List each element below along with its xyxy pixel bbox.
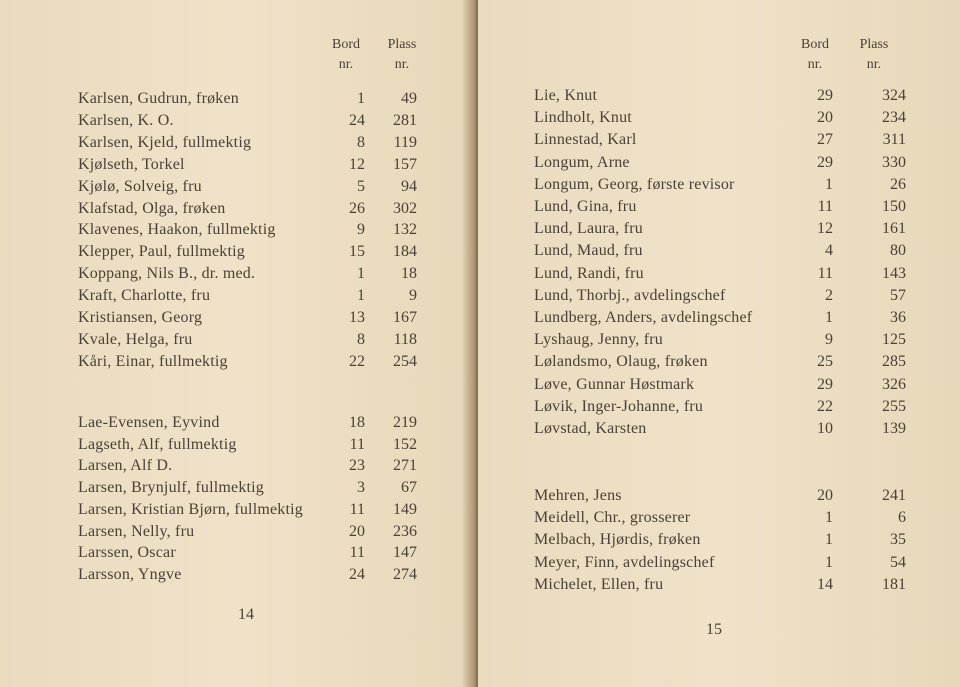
plass-number: 330 bbox=[882, 153, 906, 171]
bord-number: 12 bbox=[349, 155, 365, 173]
list-item bbox=[534, 196, 914, 218]
entry-name: Klepper, Paul, fullmektig bbox=[78, 243, 245, 261]
plass-number: 254 bbox=[393, 352, 417, 370]
list-item bbox=[534, 218, 914, 240]
list-item bbox=[534, 240, 914, 262]
plass-header-nr: nr. bbox=[394, 57, 410, 72]
bord-number: 27 bbox=[817, 131, 833, 149]
left-page bbox=[0, 0, 472, 687]
list-item bbox=[78, 263, 428, 285]
plass-number: 94 bbox=[401, 177, 417, 195]
entry-name: Kristiansen, Georg bbox=[78, 309, 203, 326]
list-item bbox=[534, 152, 914, 174]
list-item bbox=[78, 351, 428, 373]
entry-name: Kjølø, Solveig, fru bbox=[78, 177, 202, 195]
plass-number: 57 bbox=[890, 286, 906, 304]
bord-number: 1 bbox=[825, 509, 833, 527]
bord-number: 20 bbox=[817, 487, 833, 504]
entry-name: Lund, Randi, fru bbox=[534, 264, 644, 282]
bord-number: 24 bbox=[349, 111, 365, 129]
entry-name: Larsen, Brynjulf, fullmektig bbox=[78, 479, 265, 497]
entry-name: Karlsen, Gudrun, frøken bbox=[78, 90, 239, 107]
plass-number: 139 bbox=[882, 420, 906, 437]
plass-number: 285 bbox=[882, 353, 906, 371]
entry-name: Meyer, Finn, avdelingschef bbox=[534, 553, 715, 571]
bord-number: 11 bbox=[817, 198, 833, 215]
plass-number: 184 bbox=[393, 243, 417, 261]
entry-name: Lagseth, Alf, fullmektig bbox=[78, 435, 237, 453]
entry-name: Melbach, Hjørdis, frøken bbox=[534, 531, 701, 549]
bord-number: 25 bbox=[817, 353, 833, 371]
list-item bbox=[78, 285, 428, 307]
list-item bbox=[534, 263, 914, 285]
plass-number: 150 bbox=[882, 198, 906, 215]
plass-header-label: Plass bbox=[859, 37, 889, 52]
plass-number: 18 bbox=[401, 265, 417, 283]
plass-header-label: Plass bbox=[387, 37, 417, 52]
plass-number: 157 bbox=[393, 155, 417, 173]
page-number: 14 bbox=[238, 606, 254, 623]
bord-number: 8 bbox=[357, 330, 365, 348]
plass-number: 274 bbox=[393, 565, 417, 583]
entry-name: Larsen, Kristian Bjørn, fullmektig bbox=[78, 500, 303, 518]
list-item bbox=[534, 85, 914, 107]
bord-number: 14 bbox=[817, 575, 833, 593]
list-item bbox=[78, 521, 428, 543]
plass-number: 9 bbox=[409, 287, 417, 305]
plass-number: 255 bbox=[882, 397, 906, 415]
plass-number: 147 bbox=[393, 544, 417, 562]
bord-number: 1 bbox=[825, 175, 833, 193]
entry-name: Lae-Evensen, Eyvind bbox=[78, 414, 220, 431]
plass-number: 36 bbox=[890, 309, 906, 326]
list-item bbox=[534, 285, 914, 307]
entry-name: Larssen, Oscar bbox=[78, 544, 176, 562]
plass-number: 118 bbox=[393, 330, 417, 348]
bord-number: 10 bbox=[817, 420, 833, 437]
plass-number: 236 bbox=[393, 522, 417, 540]
bord-number: 1 bbox=[825, 531, 833, 549]
entry-name: Lund, Laura, fru bbox=[534, 220, 643, 238]
entry-name: Longum, Arne bbox=[534, 153, 630, 171]
plass-number: 119 bbox=[393, 133, 417, 151]
list-item bbox=[534, 351, 914, 373]
entry-name: Lølandsmo, Olaug, frøken bbox=[534, 353, 708, 371]
list-item bbox=[78, 412, 428, 434]
bord-number: 9 bbox=[825, 331, 833, 349]
bord-number: 3 bbox=[357, 479, 365, 497]
list-item bbox=[534, 485, 914, 507]
bord-number: 29 bbox=[817, 375, 833, 393]
list-item bbox=[78, 176, 428, 198]
bord-header-label: Bord bbox=[332, 37, 360, 52]
entry-name: Kjølseth, Torkel bbox=[78, 155, 185, 173]
entry-name: Lie, Knut bbox=[534, 87, 598, 104]
entry-name: Lund, Maud, fru bbox=[534, 242, 643, 260]
list-item bbox=[534, 396, 914, 418]
plass-number: 324 bbox=[882, 87, 906, 104]
entry-name: Lundberg, Anders, avdelingschef bbox=[534, 309, 753, 326]
entry-name: Larsen, Alf D. bbox=[78, 457, 173, 475]
list-item bbox=[78, 499, 428, 521]
entry-name: Meidell, Chr., grosserer bbox=[534, 509, 691, 527]
bord-number: 15 bbox=[349, 243, 365, 261]
list-item bbox=[534, 174, 914, 196]
plass-number: 271 bbox=[393, 457, 417, 475]
entry-name: Lund, Gina, fru bbox=[534, 198, 637, 215]
bord-number: 8 bbox=[357, 133, 365, 151]
entry-name: Lindholt, Knut bbox=[534, 109, 632, 127]
bord-number: 1 bbox=[825, 553, 833, 571]
bord-number: 20 bbox=[349, 522, 365, 540]
entry-name: Linnestad, Karl bbox=[534, 131, 637, 149]
plass-number: 125 bbox=[882, 331, 906, 349]
plass-number: 80 bbox=[890, 242, 906, 260]
plass-number: 54 bbox=[890, 553, 906, 571]
plass-number: 167 bbox=[393, 309, 417, 326]
plass-number: 143 bbox=[882, 264, 906, 282]
bord-number: 4 bbox=[825, 242, 833, 260]
entry-name: Løvik, Inger-Johanne, fru bbox=[534, 397, 704, 415]
bord-header-label: Bord bbox=[801, 37, 829, 52]
entry-name: Løve, Gunnar Høstmark bbox=[534, 375, 695, 393]
bord-number: 12 bbox=[817, 220, 833, 238]
entry-name: Klavenes, Haakon, fullmektig bbox=[78, 221, 276, 239]
list-item bbox=[78, 110, 428, 132]
bord-number: 23 bbox=[349, 457, 365, 475]
plass-number: 67 bbox=[401, 479, 417, 497]
bord-number: 26 bbox=[349, 199, 365, 217]
bord-number: 11 bbox=[349, 544, 365, 562]
plass-header bbox=[380, 35, 424, 75]
entry-name: Longum, Georg, første revisor bbox=[534, 175, 735, 193]
entry-name: Kvale, Helga, fru bbox=[78, 330, 193, 348]
bord-number: 13 bbox=[349, 309, 365, 326]
list-item bbox=[534, 507, 914, 529]
list-item bbox=[534, 129, 914, 151]
list-item bbox=[534, 529, 914, 551]
bord-header-nr: nr. bbox=[807, 57, 823, 72]
entry-name: Koppang, Nils B., dr. med. bbox=[78, 265, 256, 283]
list-item bbox=[534, 107, 914, 129]
list-item bbox=[534, 418, 914, 440]
plass-number: 132 bbox=[393, 221, 417, 239]
plass-number: 281 bbox=[393, 111, 417, 129]
plass-number: 219 bbox=[393, 414, 417, 431]
bord-number: 1 bbox=[825, 309, 833, 326]
plass-header bbox=[852, 35, 896, 75]
plass-number: 326 bbox=[882, 375, 906, 393]
entry-name: Lund, Thorbj., avdelingschef bbox=[534, 286, 726, 304]
list-item bbox=[78, 564, 428, 586]
entry-name: Larsen, Nelly, fru bbox=[78, 522, 195, 540]
entry-name: Mehren, Jens bbox=[534, 487, 622, 504]
right-page bbox=[478, 0, 960, 687]
bord-header bbox=[795, 35, 835, 75]
plass-number: 35 bbox=[890, 531, 906, 549]
entry-name: Michelet, Ellen, fru bbox=[534, 575, 664, 593]
plass-number: 302 bbox=[393, 199, 417, 217]
bord-number: 5 bbox=[357, 177, 365, 195]
bord-number: 20 bbox=[817, 109, 833, 127]
entry-name: Klafstad, Olga, frøken bbox=[78, 199, 226, 217]
plass-number: 181 bbox=[882, 575, 906, 593]
bord-number: 22 bbox=[817, 397, 833, 415]
plass-number: 234 bbox=[882, 109, 906, 127]
bord-number: 11 bbox=[349, 435, 365, 453]
list-item bbox=[534, 574, 914, 596]
list-item bbox=[78, 434, 428, 456]
list-item bbox=[78, 154, 428, 176]
entry-name: Karlsen, Kjeld, fullmektig bbox=[78, 133, 252, 151]
list-item bbox=[78, 542, 428, 564]
plass-header-nr: nr. bbox=[866, 57, 882, 72]
list-item bbox=[78, 455, 428, 477]
list-item bbox=[78, 307, 428, 329]
bord-number: 29 bbox=[817, 87, 833, 104]
plass-number: 149 bbox=[393, 500, 417, 518]
plass-number: 311 bbox=[882, 131, 906, 149]
list-item bbox=[534, 552, 914, 574]
list-item bbox=[78, 198, 428, 220]
plass-number: 152 bbox=[393, 435, 417, 453]
list-item bbox=[534, 374, 914, 396]
bord-number: 1 bbox=[357, 265, 365, 283]
entry-name: Kåri, Einar, fullmektig bbox=[78, 352, 228, 370]
bord-number: 2 bbox=[825, 286, 833, 304]
entry-name: Karlsen, K. O. bbox=[78, 111, 174, 129]
list-item bbox=[78, 219, 428, 241]
list-item bbox=[534, 307, 914, 329]
bord-header bbox=[326, 35, 366, 75]
list-item bbox=[78, 88, 428, 110]
plass-number: 49 bbox=[401, 90, 417, 107]
list-item bbox=[78, 477, 428, 499]
entry-name: Larsson, Yngve bbox=[78, 565, 182, 583]
bord-number: 22 bbox=[349, 352, 365, 370]
entry-name: Lyshaug, Jenny, fru bbox=[534, 331, 663, 349]
bord-number: 18 bbox=[349, 414, 365, 431]
bord-number: 11 bbox=[817, 264, 833, 282]
bord-number: 1 bbox=[357, 90, 365, 107]
bord-number: 11 bbox=[349, 500, 365, 518]
plass-number: 26 bbox=[890, 175, 906, 193]
list-item bbox=[78, 241, 428, 263]
list-item bbox=[78, 329, 428, 351]
bord-number: 29 bbox=[817, 153, 833, 171]
bord-number: 9 bbox=[357, 221, 365, 239]
bord-number: 24 bbox=[349, 565, 365, 583]
list-item bbox=[78, 132, 428, 154]
plass-number: 6 bbox=[898, 509, 906, 527]
bord-number: 1 bbox=[357, 287, 365, 305]
plass-number: 161 bbox=[882, 220, 906, 238]
plass-number: 241 bbox=[882, 487, 906, 504]
list-item bbox=[534, 329, 914, 351]
page-number: 15 bbox=[706, 621, 722, 638]
entry-name: Løvstad, Karsten bbox=[534, 420, 647, 437]
bord-header-nr: nr. bbox=[338, 57, 354, 72]
entry-name: Kraft, Charlotte, fru bbox=[78, 287, 211, 305]
